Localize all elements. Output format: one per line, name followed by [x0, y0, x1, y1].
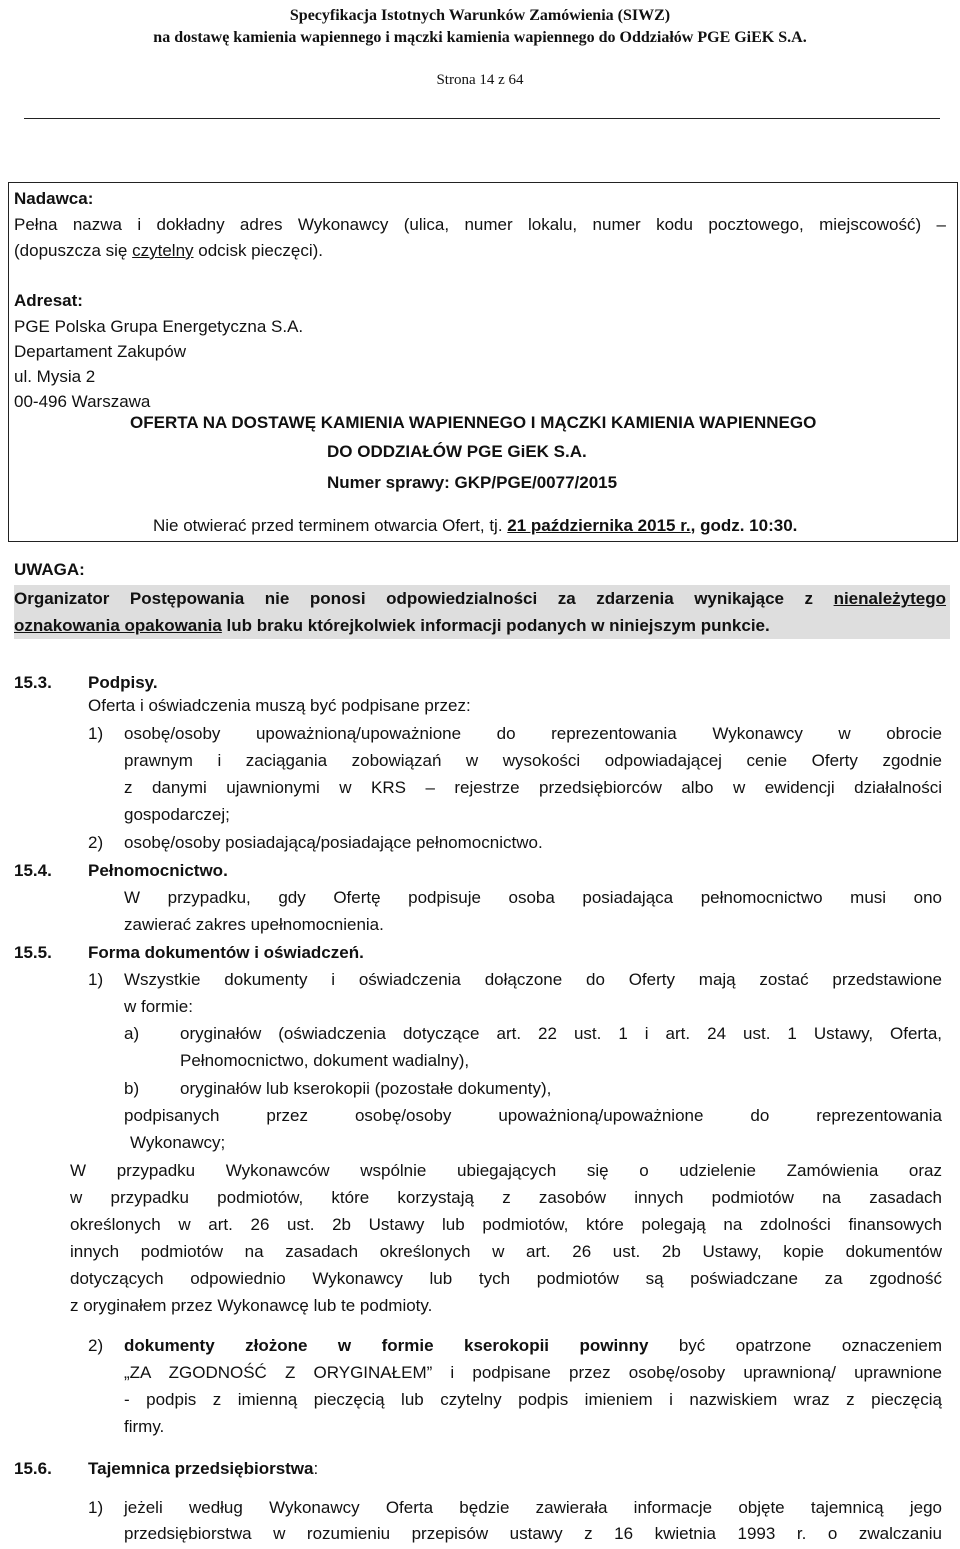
- section-15-6-number: 15.6.: [14, 1459, 52, 1478]
- power-of-attorney-line1: W przypadku, gdy Ofertę podpisuje osoba posiadająca pełnomocnictwo musi ono: [124, 888, 942, 907]
- offer-title-line1: OFERTA NA DOSTAWĘ KAMIENIA WAPIENNEGO I MĄCZKI KAMIENIA WAPIENNEGO: [130, 413, 817, 432]
- signatures-item1-line1: osobę/osoby upoważnioną/upoważnione do reprezentowania Wykonawcy w obrocie: [124, 724, 942, 743]
- form-item1-line1: Wszystkie dokumenty i oświadczenia dołączone do Oferty mają zostać przedstawione: [124, 970, 942, 989]
- section-15-3-number: 15.3.: [14, 673, 52, 692]
- signatures-intro: Oferta i oświadczenia muszą być podpisane przez:: [88, 696, 471, 715]
- list-number: 2): [88, 833, 104, 852]
- page-number: Strona 14 z 64: [436, 72, 524, 88]
- signatures-item2: osobę/osoby posiadającą/posiadające pełnomocnictwo.: [124, 833, 543, 852]
- list-number: 2): [88, 1336, 104, 1355]
- header-subtitle: na dostawę kamienia wapiennego i mączki kamienia wapiennego do Oddziałów PGE GiEK S.A.: [153, 29, 807, 46]
- signed-by-line2: Wykonawcy;: [130, 1133, 226, 1152]
- warning-text-line1: Organizator Postępowania nie ponosi odpowiedzialności za zdarzenia wynikające z nienależytego: [14, 589, 946, 608]
- opening-notice: Nie otwierać przed terminem otwarcia Ofert, tj. 21 października 2015 r., godz. 10:30.: [153, 516, 798, 535]
- joint-bidders-line1: W przypadku Wykonawców wspólnie ubiegających się o udzielenie Zamówienia oraz: [70, 1161, 942, 1180]
- section-15-4-number: 15.4.: [14, 861, 52, 880]
- sender-label: Nadawca:: [14, 189, 94, 208]
- addressee-line1: PGE Polska Grupa Energetyczna S.A.: [14, 317, 304, 336]
- offer-title-line2: DO ODDZIAŁÓW PGE GiEK S.A.: [327, 442, 587, 461]
- sender-text-line1: Pełna nazwa i dokładny adres Wykonawcy (ulica, numer lokalu, numer kodu pocztowego, miejscowość) –: [14, 215, 946, 234]
- warning-text-line2: oznakowania opakowania lub braku którejkolwiek informacji podanych w niniejszym punkcie.: [14, 616, 770, 635]
- form-item-a-line2: Pełnomocnictwo, dokument wadialny),: [180, 1051, 470, 1070]
- list-number: 1): [88, 1498, 104, 1517]
- joint-bidders-line2: w przypadku podmiotów, które korzystają z zasobów innych podmiotów na zasadach: [70, 1188, 942, 1207]
- trade-secret-line1: jeżeli według Wykonawcy Oferta będzie zawierała informacje objęte tajemnicą jego: [124, 1498, 942, 1517]
- addressee-line3: ul. Mysia 2: [14, 367, 96, 386]
- copies-item-line3: - podpis z imienną pieczęcią lub czytelny podpis imieniem i nazwiskiem wraz z pieczęcią: [124, 1390, 942, 1409]
- joint-bidders-line4: innych podmiotów na zasadach określonych w art. 26 ust. 2b Ustawy, kopie dokumentów: [70, 1242, 942, 1261]
- case-number: Numer sprawy: GKP/PGE/0077/2015: [327, 473, 618, 492]
- joint-bidders-line3: określonych w art. 26 ust. 2b Ustawy lub podmiotów, które polegają na zdolności finansowych: [70, 1215, 942, 1234]
- copies-item-line2: „ZA ZGODNOŚĆ Z ORYGINAŁEM” i podpisane przez osobę/osoby uprawnioną/ uprawnione: [124, 1363, 942, 1382]
- warning-label: UWAGA:: [14, 560, 85, 579]
- power-of-attorney-line2: zawierać zakres upełnomocnienia.: [124, 915, 384, 934]
- addressee-line2: Departament Zakupów: [14, 342, 186, 361]
- list-number: 1): [88, 724, 104, 743]
- copies-item-line1: dokumenty złożone w formie kserokopii powinny być opatrzone oznaczeniem: [124, 1336, 942, 1355]
- signatures-item1-line4: gospodarczej;: [124, 805, 230, 824]
- copies-item-line4: firmy.: [124, 1417, 165, 1436]
- form-item-b: oryginałów lub kserokopii (pozostałe dokumenty),: [180, 1079, 552, 1098]
- header-rule: [24, 118, 940, 119]
- section-15-5-number: 15.5.: [14, 943, 52, 962]
- list-letter: a): [124, 1024, 140, 1043]
- signatures-item1-line3: z danymi ujawnionymi w KRS – rejestrze przedsiębiorców albo w ewidencji działalności: [124, 778, 942, 797]
- list-number: 1): [88, 970, 104, 989]
- trade-secret-line2: przedsiębiorstwa w rozumieniu przepisów ustawy z 16 kwietnia 1993 r. o zwalczaniu: [124, 1524, 942, 1543]
- form-item1-line2: w formie:: [124, 997, 193, 1016]
- header-title: Specyfikacja Istotnych Warunków Zamówienia (SIWZ): [289, 7, 671, 24]
- section-15-3-title: Podpisy.: [88, 673, 158, 692]
- sender-text-line2: (dopuszcza się czytelny odcisk pieczęci).: [14, 241, 323, 260]
- section-15-4-title: Pełnomocnictwo.: [88, 861, 228, 880]
- list-letter: b): [124, 1079, 140, 1098]
- section-15-5-title: Forma dokumentów i oświadczeń.: [88, 943, 364, 962]
- joint-bidders-line6: z oryginałem przez Wykonawcę lub te podmioty.: [70, 1296, 433, 1315]
- joint-bidders-line5: dotyczących odpowiednio Wykonawcy lub tych podmiotów są poświadczane za zgodność: [70, 1269, 942, 1288]
- addressee-line4: 00-496 Warszawa: [14, 392, 151, 411]
- form-item-a-line1: oryginałów (oświadczenia dotyczące art. 22 ust. 1 i art. 24 ust. 1 Ustawy, Oferta,: [180, 1024, 942, 1043]
- signatures-item1-line2: prawnym i zaciągania zobowiązań w wysokości odpowiadającej cenie Oferty zgodnie: [124, 751, 942, 770]
- signed-by-line1: podpisanych przez osobę/osoby upoważnioną/upoważnione do reprezentowania: [124, 1106, 942, 1125]
- addressee-label: Adresat:: [14, 291, 83, 310]
- section-15-6-title: Tajemnica przedsiębiorstwa:: [88, 1459, 319, 1478]
